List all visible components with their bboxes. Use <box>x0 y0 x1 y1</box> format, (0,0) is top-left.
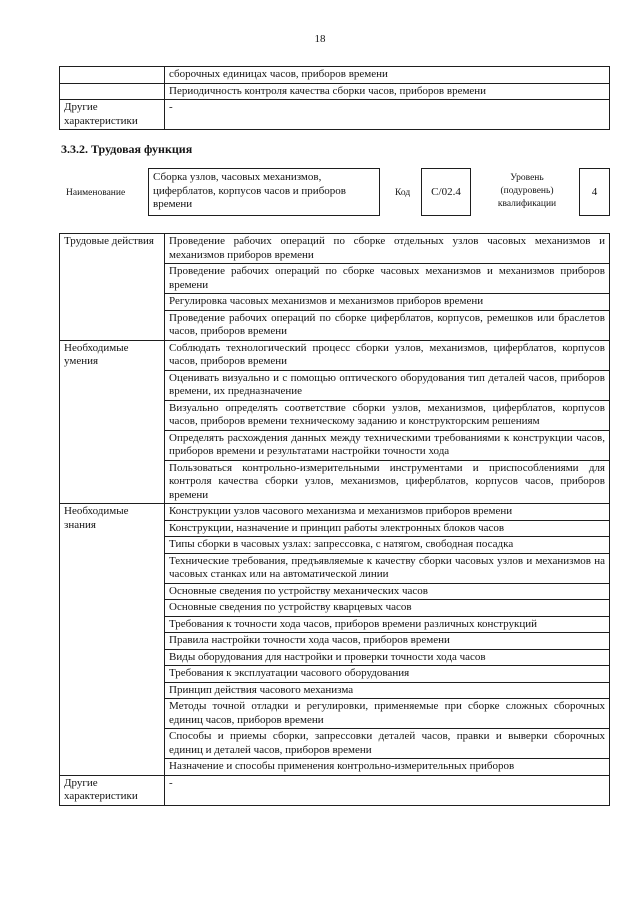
labor-action-item: Проведение рабочих операций по сборке отдельных узлов часовых механизмов и механизмов приборов времени <box>165 234 610 264</box>
knowledge-item: Методы точной отладки и регулировки, применяемые при сборке сложных сборочных единиц часов, приборов времени <box>165 699 610 729</box>
table-row <box>60 83 610 100</box>
knowledge-item: Назначение и способы применения контрольно-измерительных приборов <box>165 759 610 776</box>
skill-item: Визуально определять соответствие сборки узлов, механизмов, циферблатов, корпусов часов, приборов времени техническому заданию и конструкторским решениям <box>165 400 610 430</box>
row-text: - <box>165 100 610 130</box>
table-row <box>60 775 610 805</box>
level-label-line: Уровень <box>510 173 544 183</box>
page-number: 18 <box>314 33 326 45</box>
labor-actions-label: Трудовые действия <box>60 234 165 341</box>
knowledge-item: Правила настройки точности хода часов, приборов времени <box>165 633 610 650</box>
labor-action-item: Регулировка часовых механизмов и механизмов приборов времени <box>165 294 610 311</box>
row-label <box>60 83 165 100</box>
knowledge-item: Виды оборудования для настройки и проверки точности хода часов <box>165 649 610 666</box>
table-row <box>60 504 610 521</box>
level-label <box>477 172 577 211</box>
function-table <box>59 233 610 806</box>
level-value: 4 <box>579 168 610 216</box>
table-row <box>60 234 610 264</box>
level-label-line: квалификации <box>497 199 557 209</box>
labor-action-item: Проведение рабочих операций по сборке часовых механизмов и механизмов приборов времени <box>165 264 610 294</box>
section-heading: 3.3.2. Трудовая функция <box>61 142 193 156</box>
level-label-line: (подуровень) <box>500 186 554 196</box>
name-label: Наименование <box>66 188 126 198</box>
skills-label: Необходимые умения <box>60 340 165 504</box>
knowledge-item: Конструкции, назначение и принцип работы электронных блоков часов <box>165 520 610 537</box>
code-label: Код <box>395 188 411 198</box>
other-value: - <box>165 775 610 805</box>
skill-item: Определять расхождения данных между техническими требованиями к конструкции часов, приборов времени и результатами настройки точности хода <box>165 430 610 460</box>
knowledge-item: Принцип действия часового механизма <box>165 682 610 699</box>
row-text: сборочных единицах часов, приборов времени <box>165 67 610 84</box>
row-label: Другие характеристики <box>60 100 165 130</box>
table-row <box>60 67 610 84</box>
knowledge-item: Способы и приемы сборки, запрессовки деталей часов, правки и выверки сборочных единиц и деталей часов, приборов времени <box>165 729 610 759</box>
function-header <box>59 168 610 218</box>
other-label: Другие характеристики <box>60 775 165 805</box>
table-row <box>60 340 610 370</box>
knowledge-item: Технические требования, предъявляемые к качеству сборки часовых узлов и механизмов на часовых станках или на автоматической линии <box>165 553 610 583</box>
knowledge-item: Основные сведения по устройству кварцевых часов <box>165 600 610 617</box>
knowledge-item: Требования к эксплуатации часового оборудования <box>165 666 610 683</box>
continued-table <box>59 66 610 130</box>
labor-action-item: Проведение рабочих операций по сборке циферблатов, корпусов, ремешков или браслетов часов, приборов времени <box>165 310 610 340</box>
knowledge-item: Основные сведения по устройству механических часов <box>165 583 610 600</box>
table-row <box>60 100 610 130</box>
knowledge-item: Типы сборки в часовых узлах: запрессовка, с натягом, свободная посадка <box>165 537 610 554</box>
knowledge-label: Необходимые знания <box>60 504 165 776</box>
name-value: Сборка узлов, часовых механизмов, циферблатов, корпусов часов и приборов времени <box>148 168 380 216</box>
code-value: С/02.4 <box>421 168 471 216</box>
knowledge-item: Требования к точности хода часов, приборов времени различных конструкций <box>165 616 610 633</box>
row-text: Периодичность контроля качества сборки часов, приборов времени <box>165 83 610 100</box>
row-label <box>60 67 165 84</box>
knowledge-item: Конструкции узлов часового механизма и механизмов приборов времени <box>165 504 610 521</box>
skill-item: Соблюдать технологический процесс сборки узлов, механизмов, циферблатов, корпусов часов, приборов времени <box>165 340 610 370</box>
skill-item: Оценивать визуально и с помощью оптического оборудования тип деталей часов, приборов времени, их предназначение <box>165 370 610 400</box>
skill-item: Пользоваться контрольно-измерительными инструментами и приспособлениями для контроля качества сборки узлов, механизмов, циферблатов, корпусов часов, приборов времени <box>165 460 610 504</box>
